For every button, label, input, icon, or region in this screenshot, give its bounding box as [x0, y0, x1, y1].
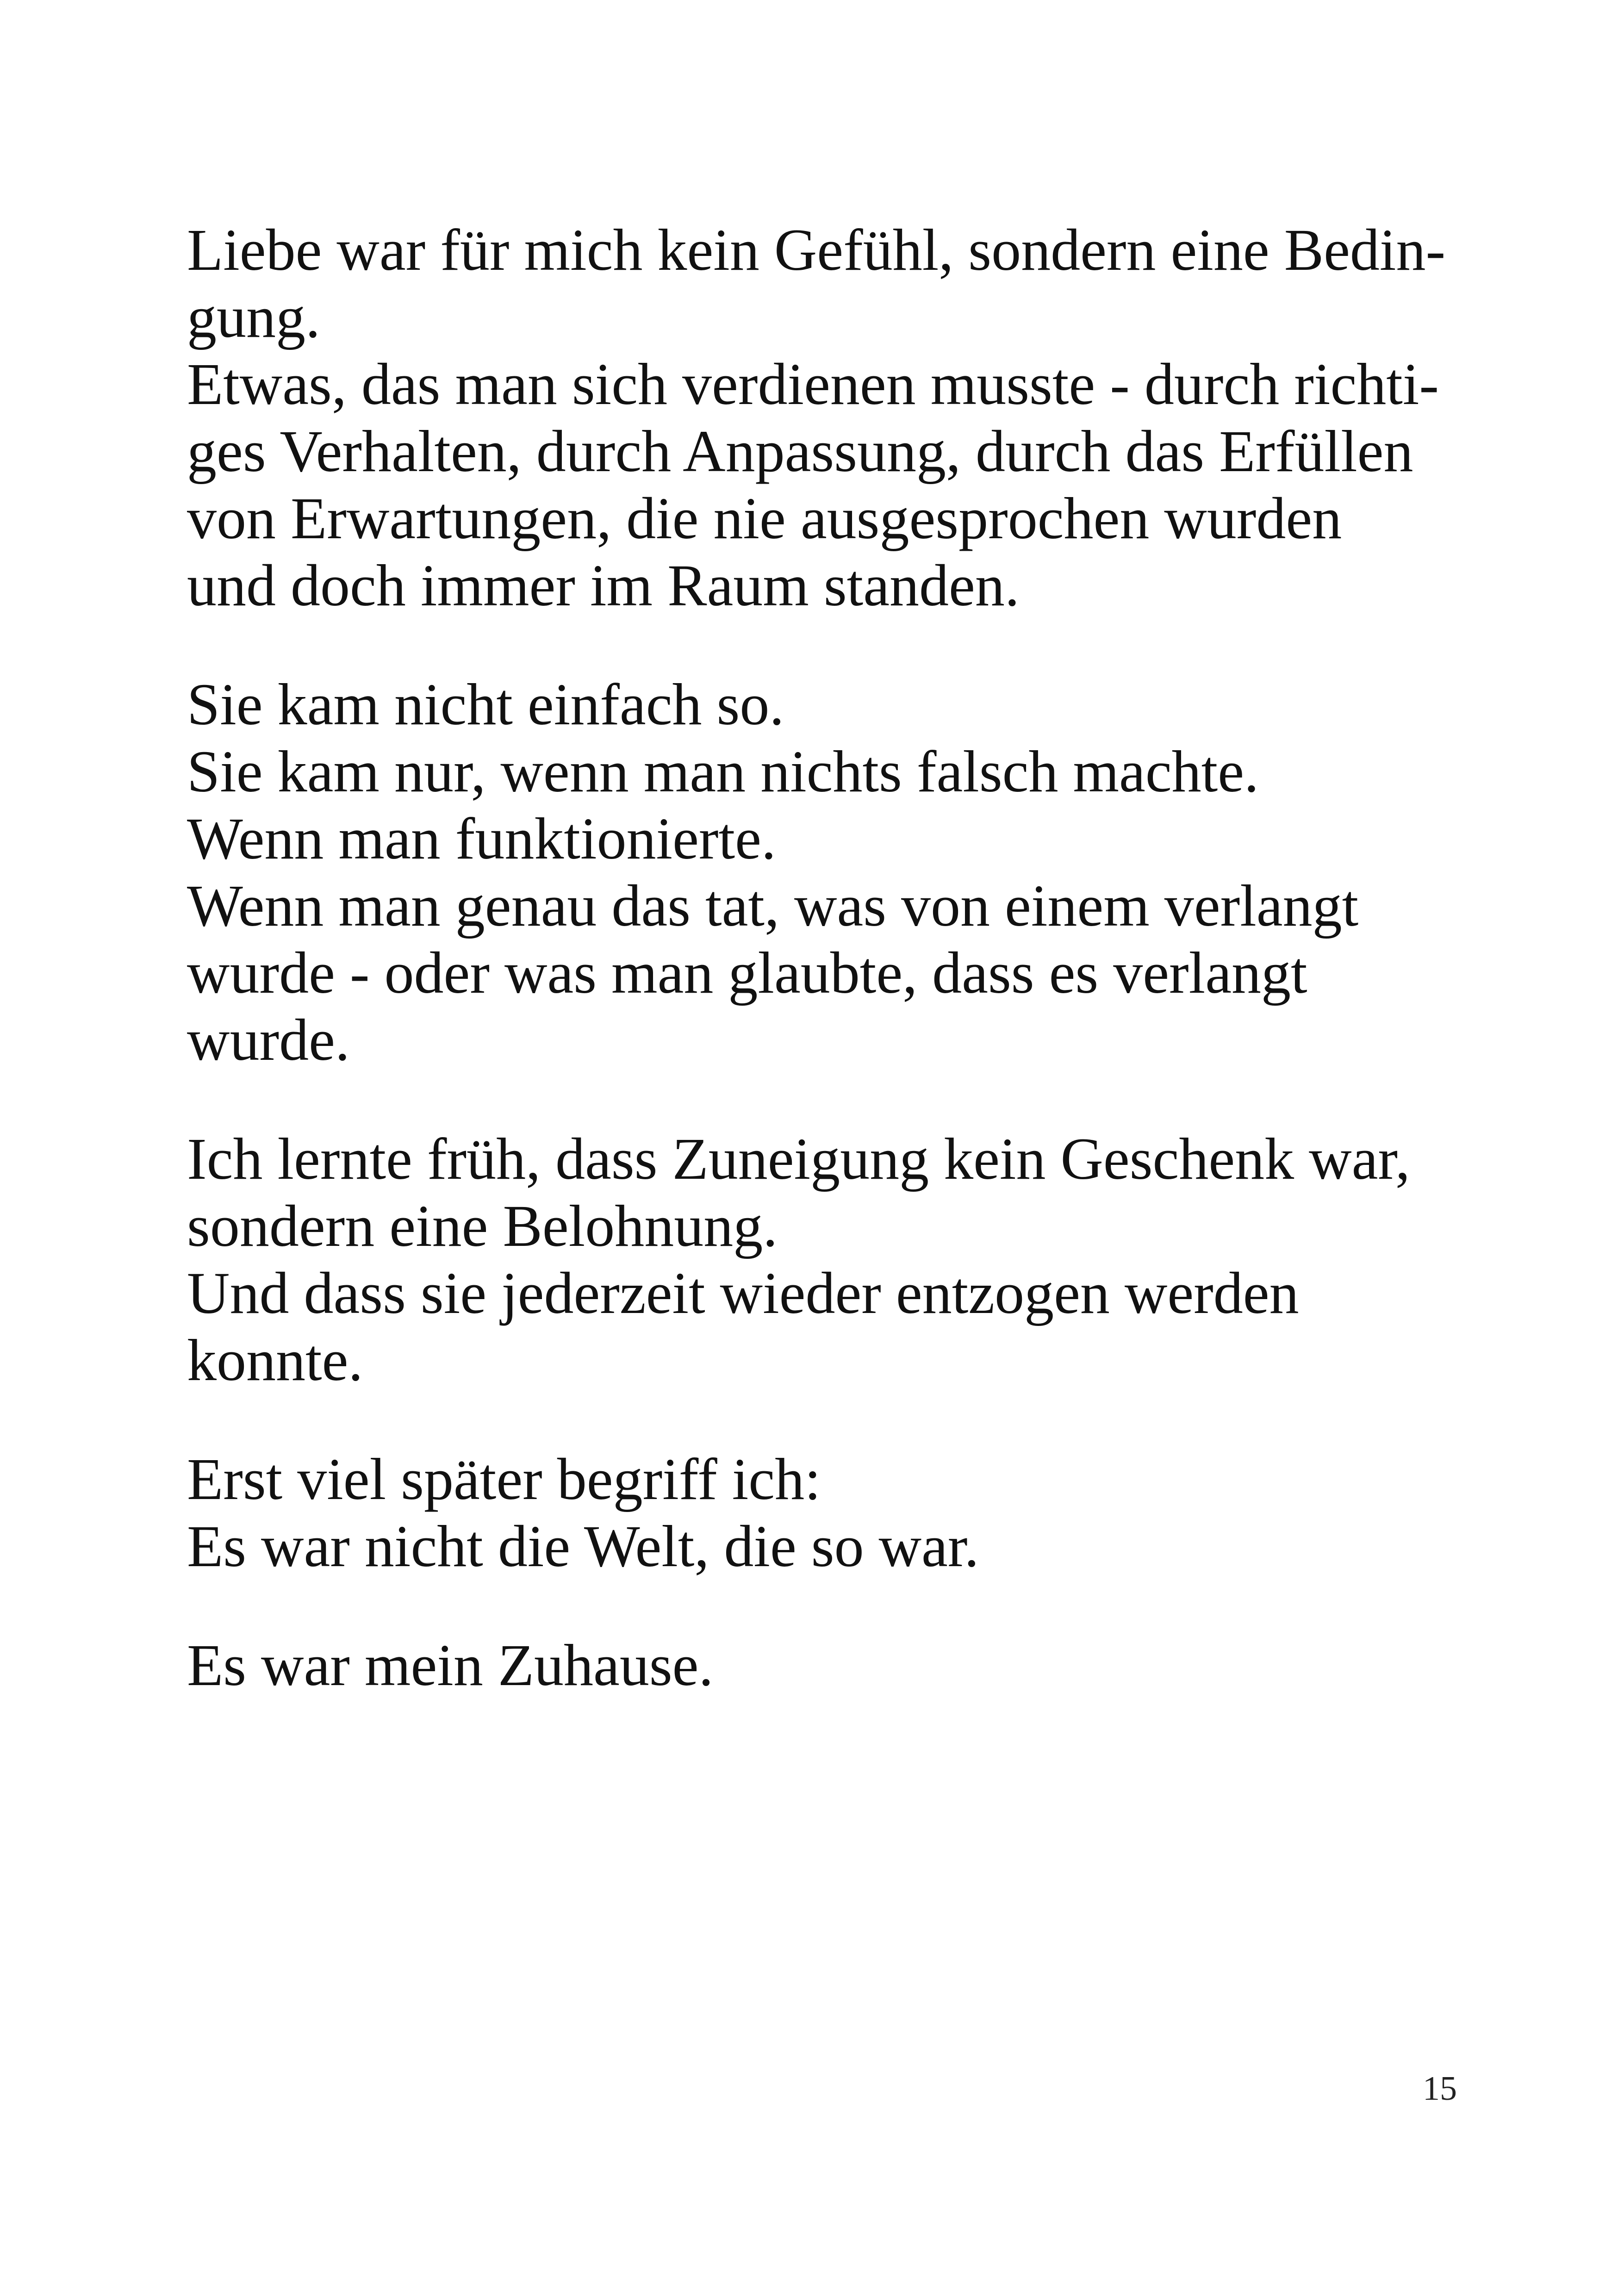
text-line: konnte.: [187, 1327, 363, 1393]
text-line: Wenn man funktionierte.: [187, 806, 776, 871]
text-line: wurde - oder was man glaubte, dass es verlangt: [187, 940, 1307, 1006]
text-line: Etwas, das man sich verdienen musste - durch richti-: [187, 351, 1439, 417]
text-line: wurde.: [187, 1007, 350, 1073]
text-line: Wenn man genau das tat, was von einem verlangt: [187, 873, 1359, 939]
text-line: sondern eine Belohnung.: [187, 1193, 778, 1259]
text-line: gung.: [187, 284, 320, 350]
text-line: Ich lernte früh, dass Zuneigung kein Geschenk war,: [187, 1126, 1410, 1192]
paragraph-5: [187, 1632, 1455, 1699]
text-line: und doch immer im Raum standen.: [187, 553, 1020, 618]
text-line: von Erwartungen, die nie ausgesprochen wurden: [187, 485, 1342, 551]
paragraph-2: [187, 671, 1455, 1074]
text-line: Und dass sie jederzeit wieder entzogen werden: [187, 1260, 1299, 1326]
paragraph-3: [187, 1126, 1455, 1394]
paragraph-4: [187, 1446, 1455, 1580]
text-line: Sie kam nicht einfach so.: [187, 672, 784, 737]
text-line: ges Verhalten, durch Anpassung, durch das Erfüllen: [187, 418, 1413, 484]
body-text: [187, 217, 1455, 1751]
text-line: Es war mein Zuhause.: [187, 1632, 714, 1698]
text-line: Liebe war für mich kein Gefühl, sondern eine Bedin-: [187, 217, 1446, 283]
text-line: Es war nicht die Welt, die so war.: [187, 1513, 979, 1579]
page-number: 15: [1423, 2070, 1457, 2108]
text-line: Erst viel später begriff ich:: [187, 1446, 821, 1512]
text-line: Sie kam nur, wenn man nichts falsch machte.: [187, 739, 1259, 804]
paragraph-1: [187, 217, 1455, 619]
